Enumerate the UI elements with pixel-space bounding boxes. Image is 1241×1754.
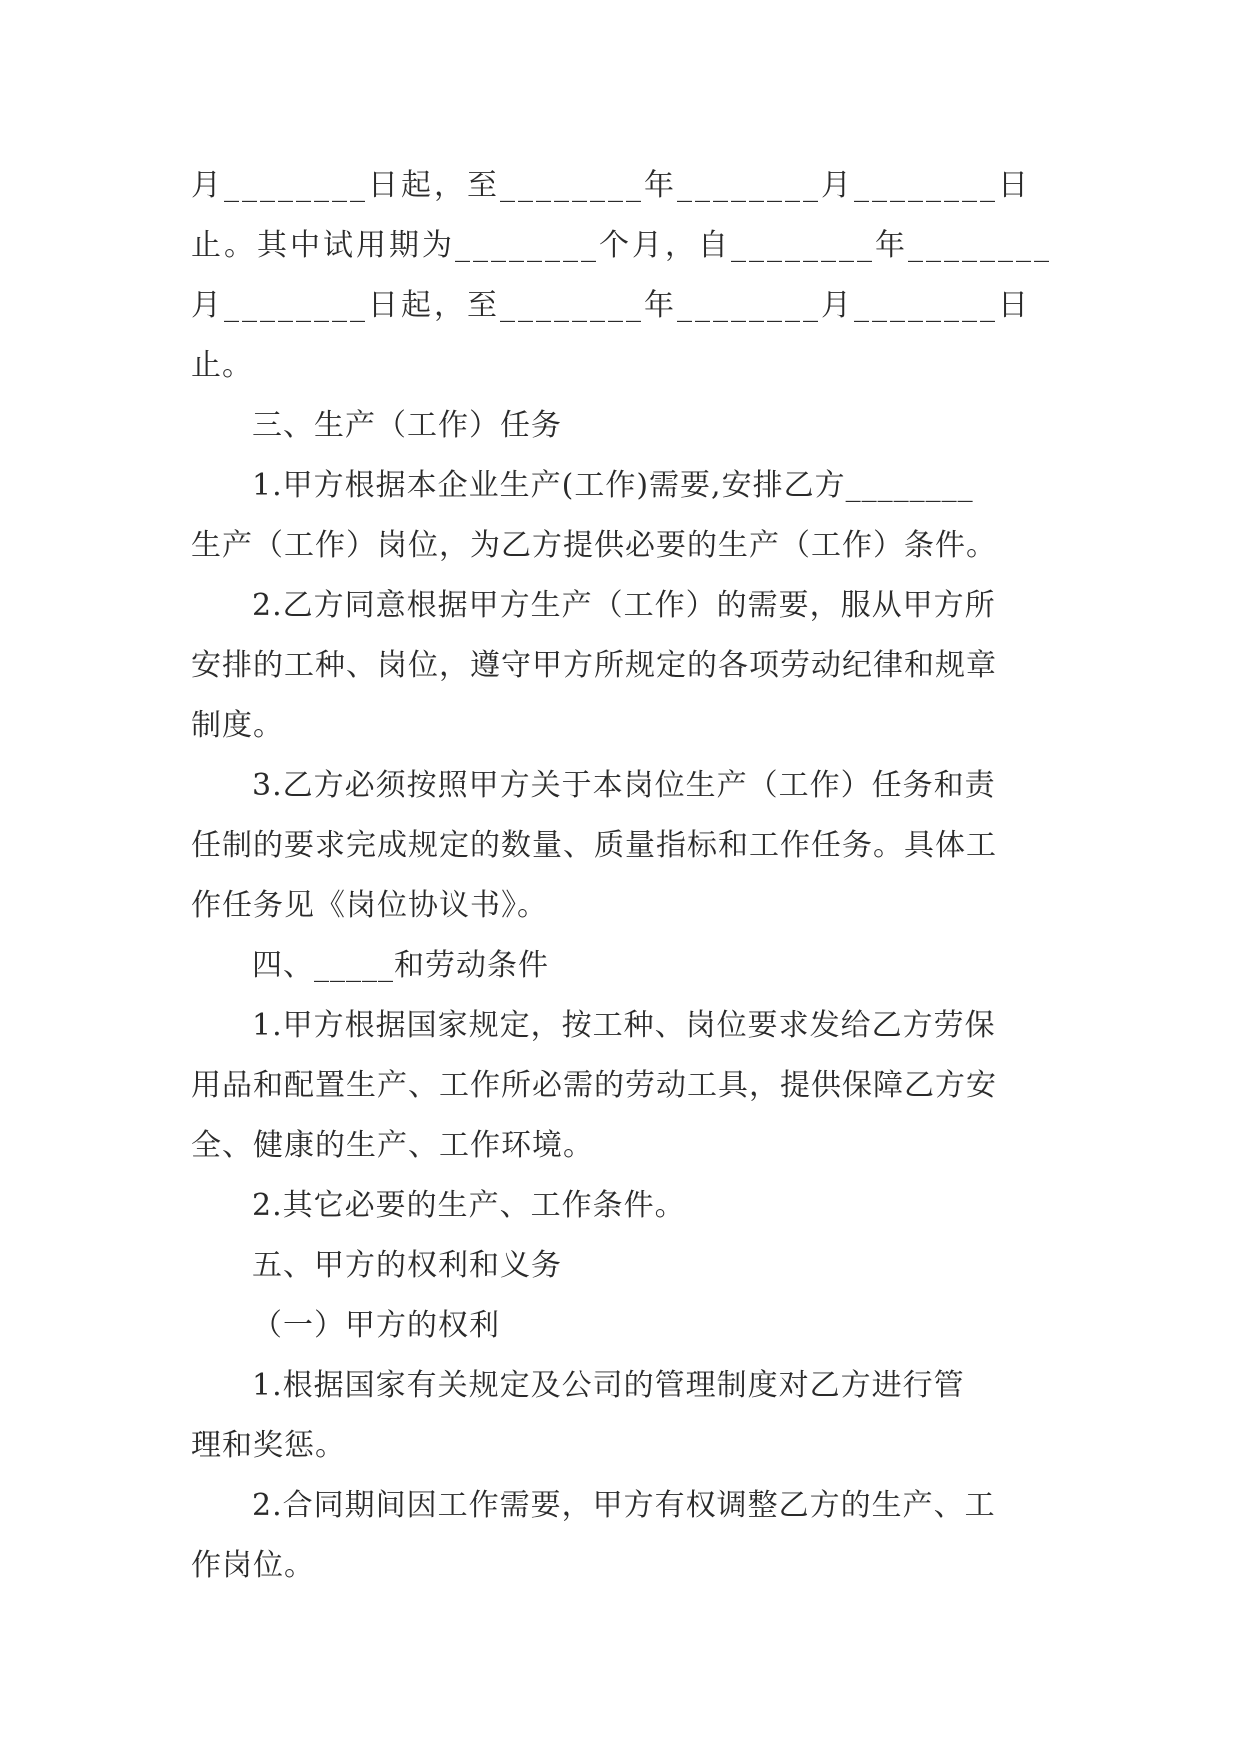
body-line-4: 止。 xyxy=(191,348,253,383)
clause-3-2-line-2: 安排的工种、岗位，遵守甲方所规定的各项劳动纪律和规章 xyxy=(191,648,997,683)
clause-5-1-1-line-2: 理和奖惩。 xyxy=(191,1428,346,1463)
clause-5-1-2-line-2: 作岗位。 xyxy=(191,1548,315,1583)
clause-3-3-line-3: 作任务见《岗位协议书》。 xyxy=(191,888,548,923)
clause-3-1-line-2: 生产（工作）岗位，为乙方提供必要的生产（工作）条件。 xyxy=(191,528,997,563)
clause-5-1-2-line-1: 2.合同期间因工作需要，甲方有权调整乙方的生产、工 xyxy=(252,1488,996,1523)
clause-3-3-line-2: 任制的要求完成规定的数量、质量指标和工作任务。具体工 xyxy=(191,828,997,863)
clause-4-1-line-1: 1.甲方根据国家规定，按工种、岗位要求发给乙方劳保 xyxy=(252,1008,996,1043)
section-heading-5: 五、甲方的权利和义务 xyxy=(252,1248,562,1283)
subsection-heading-5-1: （一）甲方的权利 xyxy=(252,1308,500,1343)
body-line-2: 止。其中试用期为________个月，自________年________ xyxy=(191,228,1052,263)
clause-5-1-1-line-1: 1.根据国家有关规定及公司的管理制度对乙方进行管 xyxy=(252,1368,965,1403)
section-heading-3: 三、生产（工作）任务 xyxy=(252,408,562,443)
body-line-1: 月________日起，至________年________月________日 xyxy=(191,168,1031,203)
body-line-3: 月________日起，至________年________月________日 xyxy=(191,288,1031,323)
clause-4-2-line-1: 2.其它必要的生产、工作条件。 xyxy=(252,1188,686,1223)
section-heading-4: 四、_____和劳动条件 xyxy=(252,948,549,983)
clause-4-1-line-3: 全、健康的生产、工作环境。 xyxy=(191,1128,594,1163)
clause-3-2-line-1: 2.乙方同意根据甲方生产（工作）的需要，服从甲方所 xyxy=(252,588,996,623)
clause-3-2-line-3: 制度。 xyxy=(191,708,284,743)
clause-3-1-line-1: 1.甲方根据本企业生产(工作)需要,安排乙方________ xyxy=(252,468,974,503)
clause-4-1-line-2: 用品和配置生产、工作所必需的劳动工具，提供保障乙方安 xyxy=(191,1068,997,1103)
clause-3-3-line-1: 3.乙方必须按照甲方关于本岗位生产（工作）任务和责 xyxy=(252,768,996,803)
